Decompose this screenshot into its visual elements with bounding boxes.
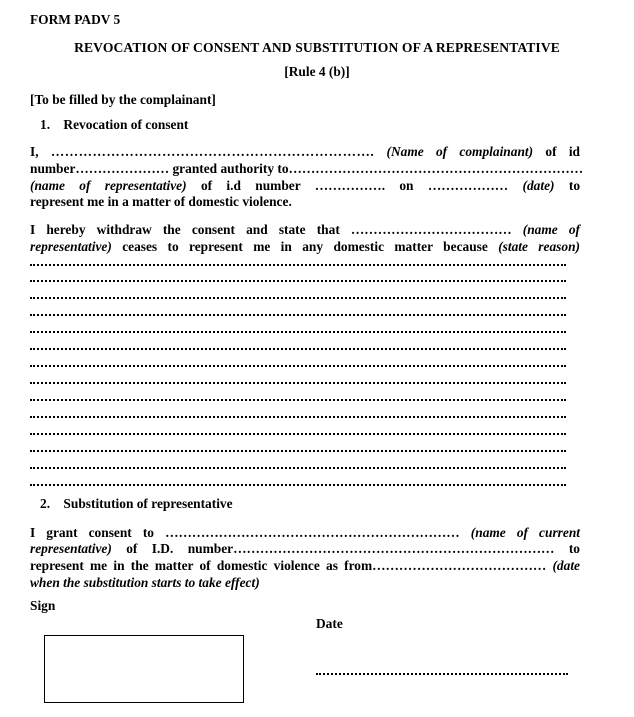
p2-l1-it: (name of <box>522 222 580 237</box>
p1-l1-a: I, <box>30 144 39 159</box>
p1-l2-b[interactable]: granted authority to………………………………………………………… <box>172 161 584 176</box>
p3-l2-it: representative) <box>30 541 112 556</box>
reason-line[interactable] <box>30 381 566 384</box>
p2-l2-a: ceases to represent me in any domestic matter because <box>122 239 488 254</box>
p2-line2 <box>30 238 580 255</box>
reason-line[interactable] <box>30 296 566 299</box>
form-rule: [Rule 4 (b)] <box>284 64 350 79</box>
reason-line[interactable] <box>30 330 566 333</box>
reason-line[interactable] <box>30 313 566 316</box>
form-title: REVOCATION OF CONSENT AND SUBSTITUTION OF A REPRESENTATIVE <box>74 40 560 55</box>
section2-heading: 2. Substitution of representative <box>40 496 233 511</box>
sign-label: Sign <box>30 598 56 613</box>
p1-l3-it2: (date) <box>522 178 555 193</box>
p1-line1 <box>30 143 580 160</box>
p2-line1 <box>30 221 580 238</box>
p1-l1-b: of id <box>545 144 580 159</box>
p1-l1-it: (Name of complainant) <box>386 144 534 159</box>
p3-l2-a[interactable]: of I.D. number……………………………………………………………… <box>126 541 555 556</box>
reason-line[interactable] <box>30 364 566 367</box>
p2-l2-it: representative) <box>30 239 112 254</box>
reason-line[interactable] <box>30 466 566 469</box>
reason-line[interactable] <box>30 347 566 350</box>
p2-l2-it2: (state reason) <box>498 239 580 254</box>
reason-line[interactable] <box>30 279 566 282</box>
date-label: Date <box>316 616 343 631</box>
p1-l2-a[interactable]: number………………… <box>30 161 170 176</box>
form-note: [To be filled by the complainant] <box>30 92 216 107</box>
date-field[interactable] <box>316 672 568 675</box>
p1-line3 <box>30 177 580 194</box>
p1-line4: represent me in a matter of domestic violence. <box>30 194 292 209</box>
reason-line[interactable] <box>30 483 566 486</box>
p3-l1-a[interactable]: I grant consent to ………………………………………………………… <box>30 525 460 540</box>
section1-heading: 1. Revocation of consent <box>40 117 189 132</box>
p1-line2 <box>30 160 584 177</box>
p3-l1-it: (name of current <box>470 525 580 540</box>
p2-l1-a[interactable]: I hereby withdraw the consent and state that ……………………………… <box>30 222 512 237</box>
reason-line[interactable] <box>30 398 566 401</box>
p3-line1 <box>30 524 580 541</box>
p3-line2 <box>30 540 580 557</box>
p3-l3-a[interactable]: represent me in the matter of domestic violence as from………………………………… <box>30 558 547 573</box>
p1-l3-a[interactable]: of i.d number ……………. on ……………… <box>200 178 509 193</box>
p3-line4: when the substitution starts to take effect) <box>30 575 260 590</box>
p3-l3-it: (date <box>552 558 580 573</box>
reason-line[interactable] <box>30 263 566 266</box>
p1-l3-b: to <box>568 178 581 193</box>
reason-line[interactable] <box>30 449 566 452</box>
p3-line3 <box>30 557 580 574</box>
p1-l3-it: (name of representative) <box>30 178 187 193</box>
p3-l2-b: to <box>568 541 580 556</box>
signature-box[interactable] <box>44 635 244 703</box>
reason-line[interactable] <box>30 432 566 435</box>
reason-line[interactable] <box>30 415 566 418</box>
p1-l1-dots[interactable]: ……………………………………………………………. <box>50 144 375 159</box>
form-id: FORM PADV 5 <box>30 12 121 27</box>
